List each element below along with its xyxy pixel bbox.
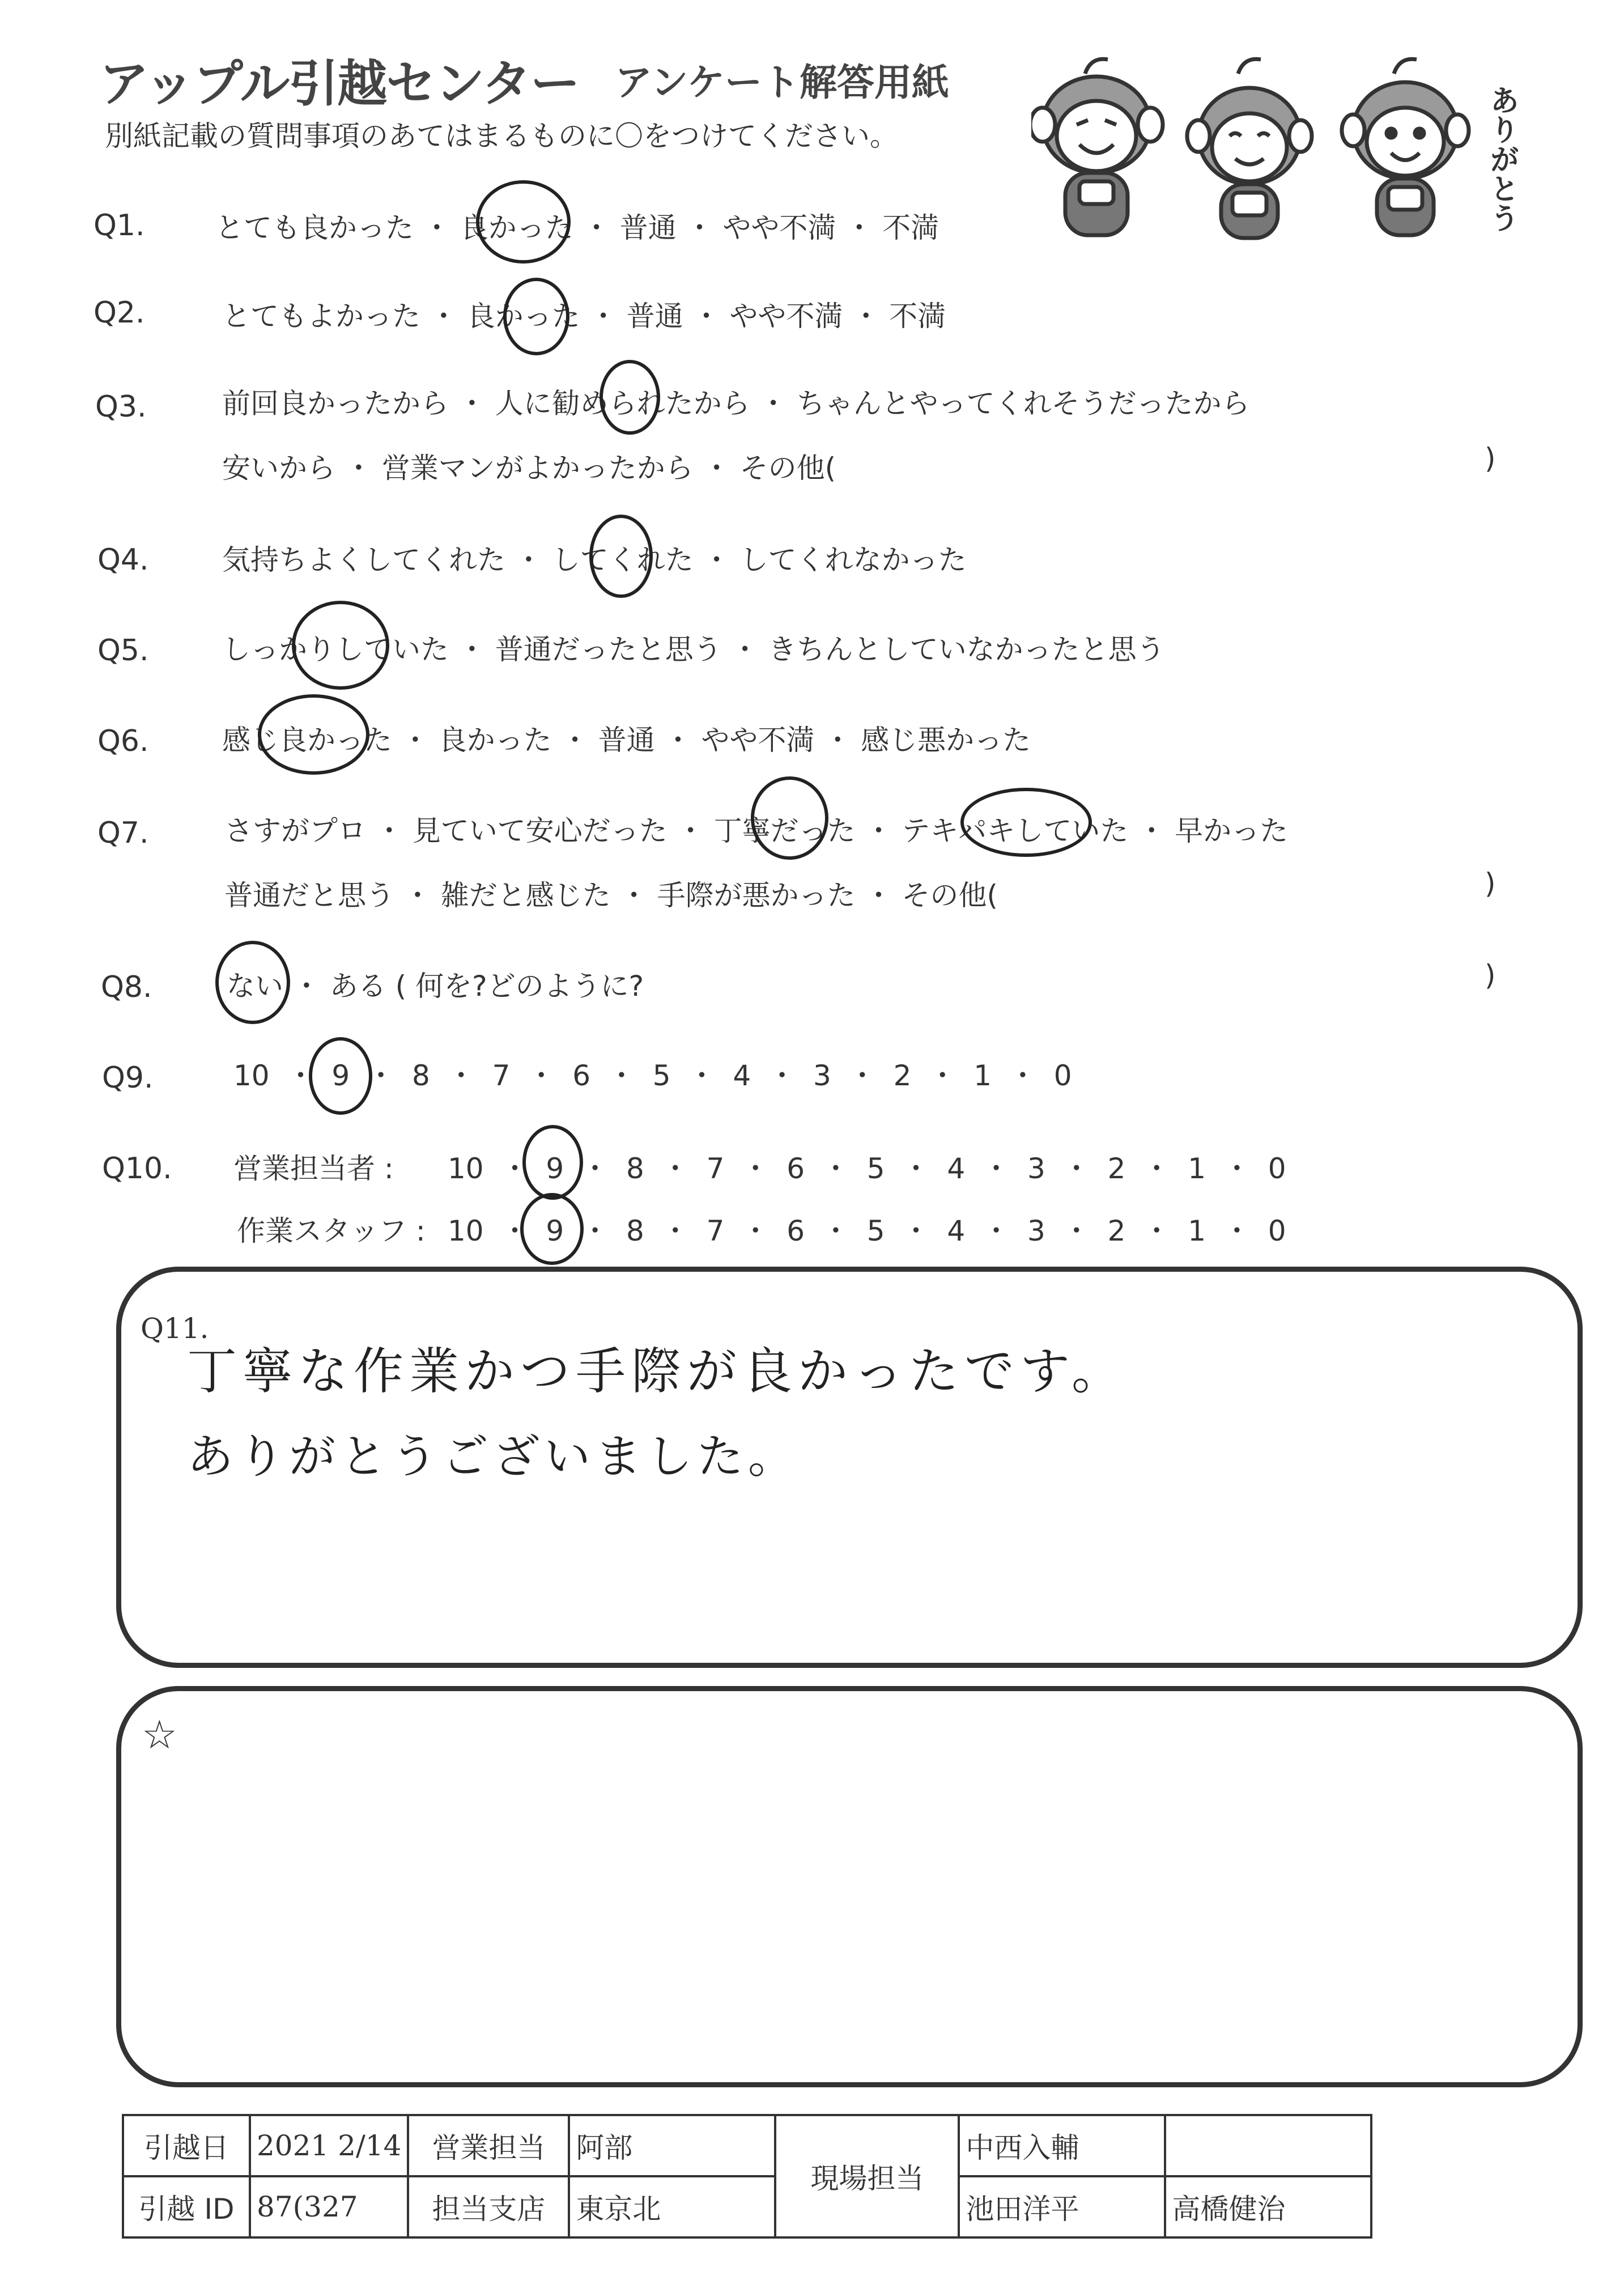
site-staff-4: 高橋健治 bbox=[1165, 2176, 1371, 2237]
q1-options: とても良かった ・ 良かった ・ 普通 ・ やや不満 ・ 不満 bbox=[215, 211, 939, 244]
move-id-label: 引越 ID bbox=[123, 2176, 250, 2237]
q5-number: Q5. bbox=[97, 634, 149, 668]
q6-options: 感じ良かった ・ 良かった ・ 普通 ・ やや不満 ・ 感じ悪かった bbox=[222, 724, 1031, 757]
q10-staff-label: 作業スタッフ : bbox=[237, 1215, 426, 1247]
move-date-label: 引越日 bbox=[123, 2115, 250, 2176]
q10-sales-label: 営業担当者 : bbox=[233, 1152, 394, 1185]
q8-options: ない ・ ある ( 何を?どのように? bbox=[227, 970, 644, 1003]
q4-number: Q4. bbox=[97, 543, 149, 577]
answer-circle-q10-staff bbox=[520, 1193, 584, 1265]
q3-number: Q3. bbox=[95, 390, 147, 424]
company-name: アップル引越センター bbox=[99, 54, 579, 113]
q4-options: 気持ちよくしてくれた ・ してくれた ・ してくれなかった bbox=[222, 543, 967, 576]
instruction-text: 別紙記載の質問事項のあてはまるものに〇をつけてください。 bbox=[105, 120, 898, 152]
q6-number: Q6. bbox=[97, 724, 149, 758]
q10-staff-scale: 10 ・ 9 ・ 8 ・ 7 ・ 6 ・ 5 ・ 4 ・ 3 ・ 2 ・ 1 ・ 0 bbox=[448, 1215, 1286, 1247]
q11-comment-line2: ありがとうございました。 bbox=[187, 1430, 800, 1484]
site-staff-label: 現場担当 bbox=[775, 2115, 959, 2237]
q8-number: Q8. bbox=[101, 970, 152, 1004]
star-notes-box bbox=[116, 1686, 1583, 2087]
q7-options-line2: 普通だと思う ・ 雑だと感じた ・ 手際が悪かった ・ その他( bbox=[224, 879, 998, 912]
sales-rep-value: 阿部 bbox=[569, 2115, 775, 2176]
q3-close-paren: ) bbox=[1485, 442, 1496, 475]
q1-number: Q1. bbox=[93, 209, 145, 243]
site-staff-3: 池田洋平 bbox=[959, 2176, 1165, 2237]
answer-circle-q6 bbox=[258, 694, 369, 775]
q3-options-line1: 前回良かったから ・ 人に勧められたから ・ ちゃんとやってくれそうだったから bbox=[222, 387, 1250, 420]
q10-sales-scale: 10 ・ 9 ・ 8 ・ 7 ・ 6 ・ 5 ・ 4 ・ 3 ・ 2 ・ 1 ・ 0 bbox=[448, 1152, 1286, 1185]
q7-options-line1: さすがプロ ・ 見ていて安心だった ・ 丁寧だった ・ テキパキしていた ・ 早かった bbox=[224, 814, 1289, 847]
answer-circle-q4 bbox=[589, 515, 653, 598]
answer-circle-q2 bbox=[503, 278, 569, 355]
site-staff-1: 中西入輔 bbox=[959, 2115, 1165, 2176]
form-title: アンケート解答用紙 bbox=[615, 61, 950, 104]
answer-circle-q10-sales bbox=[522, 1125, 583, 1200]
q10-number: Q10. bbox=[102, 1152, 172, 1186]
q9-scale: 10 ・ 9 ・ 8 ・ 7 ・ 6 ・ 5 ・ 4 ・ 3 ・ 2 ・ 1 ・ 0 bbox=[233, 1059, 1072, 1092]
site-staff-2 bbox=[1165, 2115, 1371, 2176]
answer-circle-q8 bbox=[215, 941, 290, 1024]
branch-label: 担当支店 bbox=[408, 2176, 569, 2237]
move-date-value: 2021 2/14 bbox=[250, 2115, 408, 2176]
mascot-thanks-text: ありがとう bbox=[1485, 85, 1519, 232]
answer-circle-q5 bbox=[292, 601, 389, 690]
answer-circle-q7-efficient bbox=[960, 788, 1092, 857]
q8-close-paren: ) bbox=[1485, 959, 1496, 992]
move-id-value: 87(327 bbox=[250, 2176, 408, 2237]
answer-circle-q9 bbox=[309, 1037, 372, 1115]
q11-label: Q11. bbox=[141, 1312, 209, 1345]
q7-number: Q7. bbox=[97, 816, 149, 850]
move-info-table bbox=[122, 2114, 1372, 2239]
q2-number: Q2. bbox=[93, 296, 145, 330]
q5-options: しっかりしていた ・ 普通だったと思う ・ きちんとしていなかったと思う bbox=[222, 633, 1165, 666]
q7-close-paren: ) bbox=[1485, 867, 1496, 900]
monkey-mascot-illustration bbox=[1031, 51, 1530, 255]
answer-circle-q3 bbox=[600, 360, 660, 435]
answer-circle-q7-careful bbox=[751, 776, 828, 860]
answer-circle-q1 bbox=[476, 180, 571, 264]
q2-options: とてもよかった ・ 良かった ・ 普通 ・ やや不満 ・ 不満 bbox=[222, 300, 946, 333]
star-icon: ☆ bbox=[142, 1712, 177, 1758]
sales-rep-label: 営業担当 bbox=[408, 2115, 569, 2176]
q9-number: Q9. bbox=[102, 1061, 154, 1095]
branch-value: 東京北 bbox=[569, 2176, 775, 2237]
q3-options-line2: 安いから ・ 営業マンがよかったから ・ その他( bbox=[222, 452, 836, 485]
q11-comment-line1: 丁寧な作業かつ手際が良かったです。 bbox=[187, 1342, 1127, 1400]
